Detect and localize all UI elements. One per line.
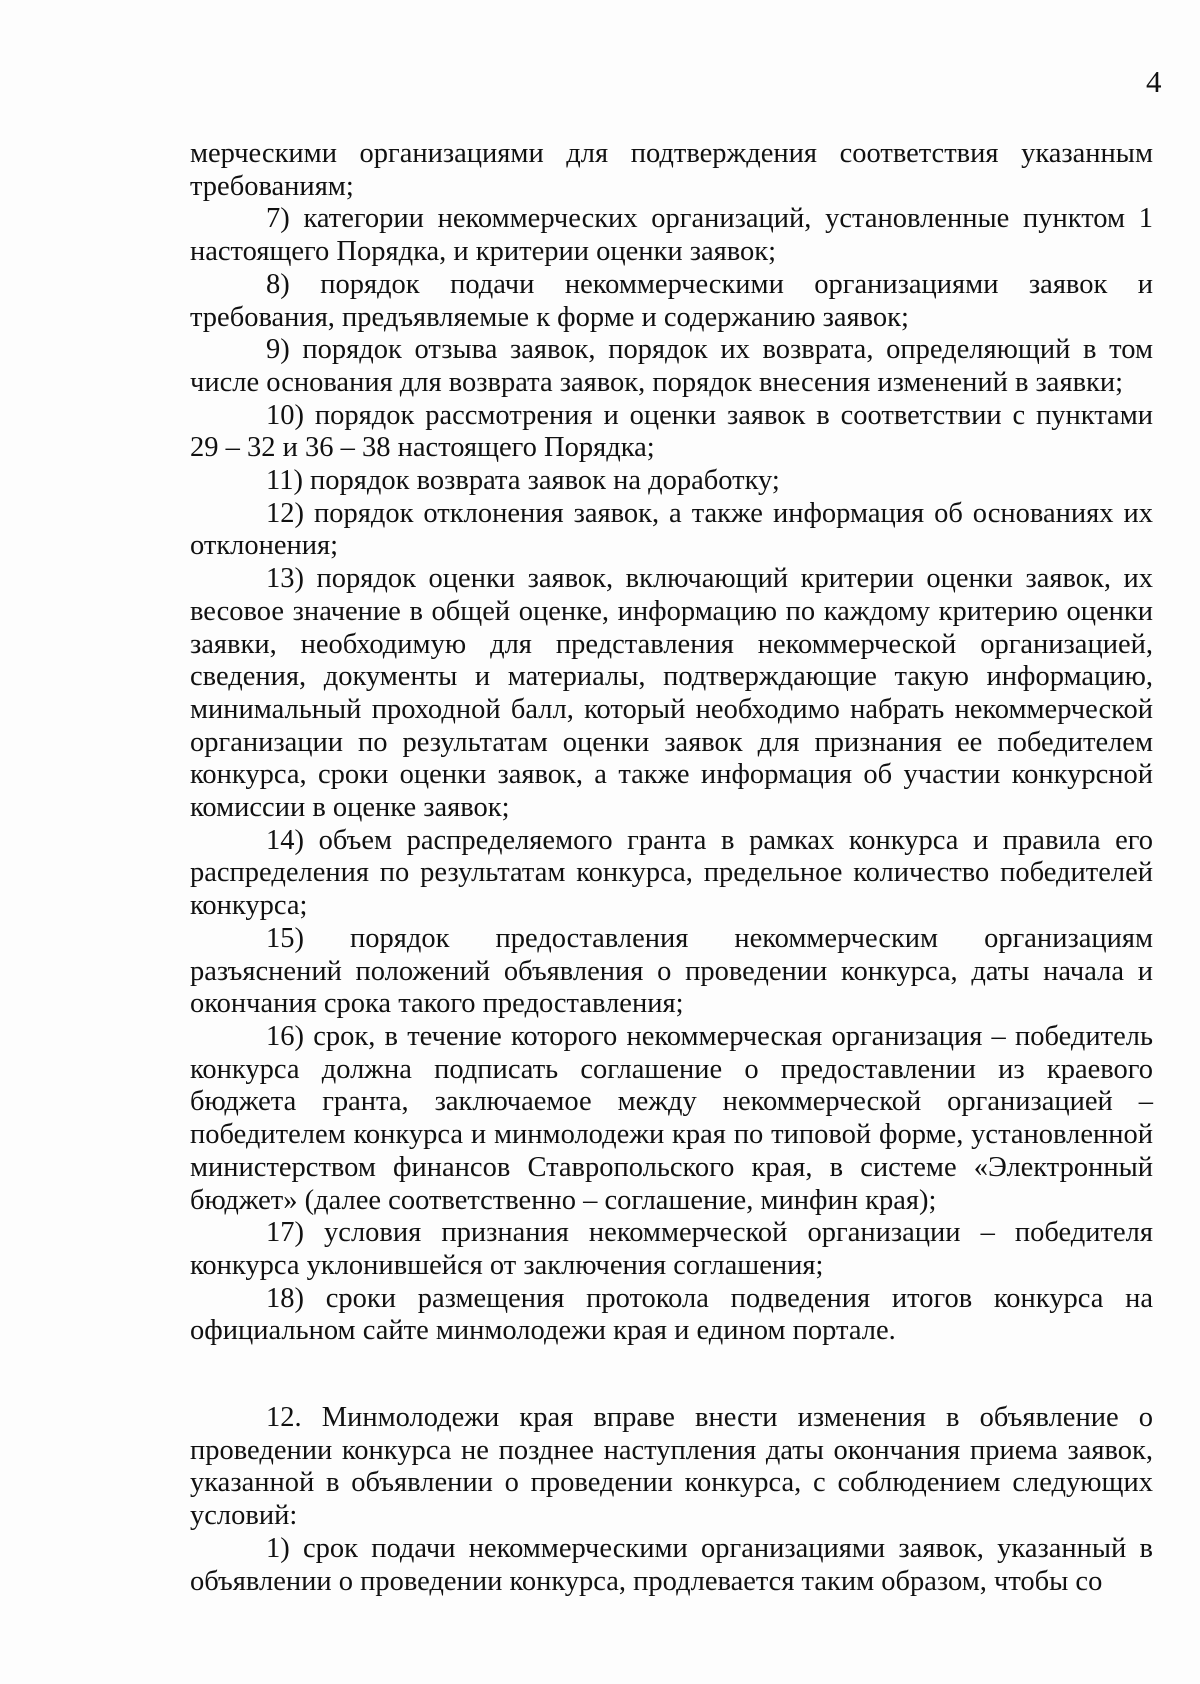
list-item-7: 7) категории некоммерческих организаций, установленные пунктом 1 настоящего Порядка, и критерии оценки заявок; [190, 203, 1153, 268]
paragraph-spacer [190, 1348, 1153, 1402]
page-number: 4 [1146, 64, 1162, 99]
list-item-15: 15) порядок предоставления некоммерческим организациям разъяснений положений объявления о проведении конкурса, даты начала и окончания срока такого предоставления; [190, 922, 1153, 1020]
paragraph-continuation: мерческими организациями для подтверждения соответствия указанным требованиям; [190, 138, 1153, 202]
list-item-9: 9) порядок отзыва заявок, порядок их возврата, определяющий в том числе основания для возврата заявок, порядок внесения изменений в заявки; [190, 334, 1153, 398]
list-item-13: 13) порядок оценки заявок, включающий критерии оценки заявок, их весовое значение в общей оценке, информацию по каждому критерию оценки заявки, необходимую для представления некоммерческой организацией, сведения, документы и материалы, подтверждающие такую информацию, минимальный проходной балл, который необходимо набрать некоммерческой организации по результатам оценки заявок для признания ее победителем конкурса, сроки оценки заявок, а также информация об участии конкурсной комиссии в оценке заявок; [190, 563, 1153, 824]
list-item-17: 17) условия признания некоммерческой организации – победителя конкурса уклонившейся от заключения соглашения; [190, 1217, 1153, 1281]
list-item-12: 12) порядок отклонения заявок, а также информация об основаниях их отклонения; [190, 497, 1153, 562]
list-item-8: 8) порядок подачи некоммерческими организациями заявок и требования, предъявляемые к форме и содержанию заявок; [190, 268, 1153, 333]
condition-item-1: 1) срок подачи некоммерческими организациями заявок, указанный в объявлении о проведении конкурса, продлевается таким образом, чтобы со [190, 1532, 1153, 1597]
list-item-14: 14) объем распределяемого гранта в рамках конкурса и правила его распределения по результатам конкурса, предельное количество победителей конкурса; [190, 824, 1153, 922]
section-12-paragraph: 12. Минмолодежи края вправе внести изменения в объявление о проведении конкурса не позднее наступления даты окончания приема заявок, указанной в объявлении о проведении конкурса, с соблюдением следующих условий: [190, 1402, 1153, 1532]
list-item-11: 11) порядок возврата заявок на доработку; [266, 465, 780, 497]
document-body [190, 138, 1153, 1598]
list-item-16: 16) срок, в течение которого некоммерческая организация – победитель конкурса должна подписать соглашение о предоставлении из краевого бюджета гранта, заключаемое между некоммерческой организацией – победителем конкурса и минмолодежи края по типовой форме, установленной министерством финансов Ставропольского края, в системе «Электронный бюджет» (далее соответственно – соглашение, минфин края); [190, 1020, 1153, 1216]
list-item-18: 18) сроки размещения протокола подведения итогов конкурса на официальном сайте минмолодежи края и едином портале. [190, 1282, 1153, 1347]
list-item-10: 10) порядок рассмотрения и оценки заявок в соответствии с пунктами 29 – 32 и 36 – 38 настоящего Порядка; [190, 399, 1153, 464]
